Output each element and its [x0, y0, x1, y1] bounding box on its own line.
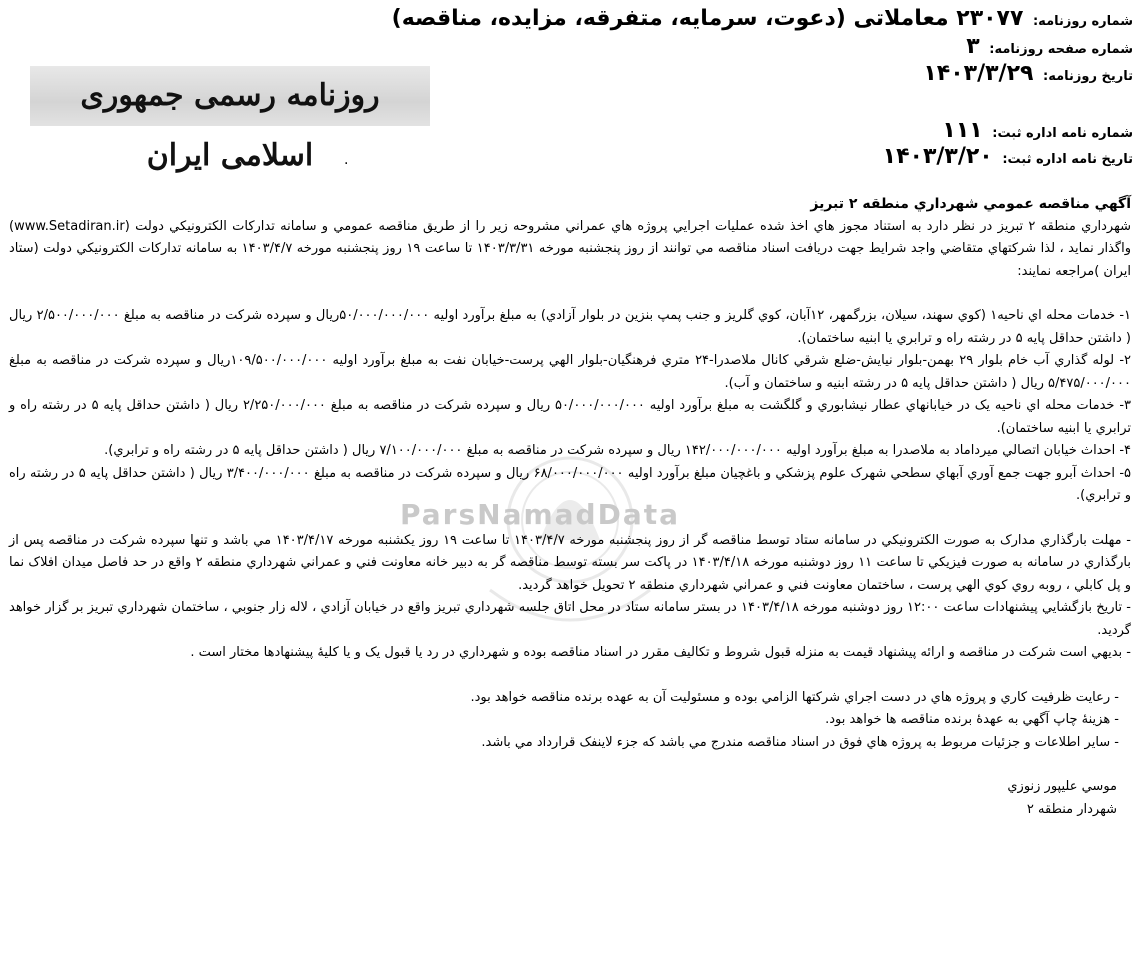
spacer	[9, 508, 1131, 530]
issue-number-label: شماره روزنامه:	[1032, 14, 1133, 29]
registry-letter-date-value: ۱۴۰۳/۳/۲۰	[882, 144, 993, 169]
stray-dot: .	[344, 152, 349, 168]
spacer	[9, 754, 1131, 776]
newspaper-date-value: ۱۴۰۳/۳/۲۹	[923, 61, 1034, 86]
condition-item: - بديهي است شرکت در مناقصه و ارائه پيشنهاد قيمت به منزله قبول شروط و تکاليف مقرر در اسناد مناقصه بوده و شهرداري در رد يا قبول يک و يا کليۀ پيشنهادها مختار است .	[190, 645, 1131, 660]
newspaper-date-line	[923, 63, 1133, 85]
note-item: - ساير اطلاعات و جزئيات مربوط به پروژه هاي فوق در اسناد مناقصه مندرج مي باشد که جزء لاينفک قرارداد مي باشد.	[481, 734, 1119, 750]
official-gazette-logo-text: روزنامه رسمی جمهوری اسلامی ایران	[80, 78, 380, 173]
note-item: - رعايت ظرفيت کاري و پروژه هاي در دست اجراي شرکتها الزامي بوده و مسئوليت آن به عهده برنده مناقصه خواهد بود.	[470, 689, 1119, 705]
registry-letter-number-line	[942, 120, 1133, 142]
page-number-label: شماره صفحه روزنامه:	[989, 42, 1133, 57]
condition-item: - مهلت بارگذاري مدارک به صورت الکترونيکي در سامانه ستاد توسط مناقصه گر از روز پنجشنبه مورخه ۱۴۰۳/۴/۷ تا ساعت ۱۹ روز يکشنبه مورخه ۱۴۰۳/۴/۱۷ مي باشد و تنها سپرده شرکت در مناقصه پس از بارگذاري در سامانه به صورت فيزيکي تا ساعت ۱۱ روز دوشنبه مورخه ۱۴۰۳/۴/۱۸ در پاکت سر بسته توسط مناقصه گر به دبير خانه معاونت فني و عمراني شهرداري منطقه ۲ واقع در حد فاصل ميدان افلاک نما و پل کابلي ، روبه روي کوي الهي پرست ، ساختمان معاونت فني و عمراني شهرداري منطقه ۲ تحويل خواهد گرديد.	[9, 532, 1131, 593]
issue-number-value: ۲۳۰۷۷ معاملاتی (دعوت، سرمایه، متفرقه، مزایده، مناقصه)	[391, 6, 1024, 31]
spacer	[9, 283, 1131, 305]
notice-intro: شهرداري منطقه ۲ تبريز در نظر دارد به استناد مجوز هاي اخذ شده عمليات اجرايي پروژه هاي عمراني مشروحه زير را از طريق مناقصه عمومي و سامانه تدارکات الکترونيکي دولت (www.Setadiran.ir) واگذار نمايد ، لذا شرکتهاي متقاضي واجد شرايط جهت دريافت اسناد مناقصه مي توانند از روز پنجشنبه مورخه ۱۴۰۳/۳/۳۱ تا ساعت ۱۹ روز پنجشنبه مورخه ۱۴۰۳/۴/۷ به سامانه تدارکات الکترونيکي دولت (ستاد ايران )مراجعه نمايند:	[9, 218, 1131, 279]
page-number-line	[966, 36, 1133, 58]
newspaper-date-label: تاریخ روزنامه:	[1043, 69, 1133, 84]
tender-notice	[9, 193, 1131, 821]
watermark-text: ParsNamadData	[400, 498, 680, 531]
issue-number-line	[392, 8, 1133, 30]
page-number-value: ۳	[966, 34, 980, 59]
condition-item: - تاريخ بازگشايي پيشنهادات ساعت ۱۲:۰۰ روز دوشنبه مورخه ۱۴۰۳/۴/۱۸ در بستر سامانه ستاد در محل اتاق جلسه شهرداري تبريز واقع در خيابان آزادي ، لاله زار جنوبي ، ساختمان شهرداري تبريز بر گزار خواهد گرديد.	[9, 600, 1131, 638]
notice-title: آگهي مناقصه عمومي شهرداري منطقه ۲ تبريز	[810, 196, 1131, 212]
project-item: ۱- خدمات محله اي ناحيه۱ (کوي سهند، سيلان، بزرگمهر، ۱۲آبان، کوي گلريز و جنب پمپ بنزين در بلوار آزادي) به مبلغ برآورد اوليه ۵۰/۰۰۰/۰۰۰/۰۰۰ريال و سپرده شرکت در مناقصه به مبلغ ۲/۵۰۰/۰۰۰/۰۰۰ ريال ( داشتن حداقل پايه ۵ در رشته راه و ترابري يا ابنيه ساختمان).	[9, 308, 1132, 346]
note-item: - هزينۀ چاپ آگهي به عهدۀ برنده مناقصه ها خواهد بود.	[825, 712, 1119, 727]
signer-name: موسي عليپور زنوزي	[1007, 779, 1117, 794]
official-gazette-logo	[30, 66, 430, 173]
registry-letter-number-label: شماره نامه اداره ثبت:	[992, 126, 1133, 141]
registry-letter-date-line	[883, 146, 1133, 168]
signer-title: شهردار منطقه ۲	[1026, 801, 1117, 817]
project-item: ۲- لوله گذاري آب خام بلوار ۲۹ بهمن-بلوار نيايش-ضلع شرقي کانال ملاصدرا-۲۴ متري فرهنگيان-بلوار الهي پرست-خيابان نفت به مبلغ برآورد اوليه ۱۰۹/۵۰۰/۰۰۰/۰۰۰ريال و سپرده شرکت در مناقصه به مبلغ ۵/۴۷۵/۰۰۰/۰۰۰ ريال ( داشتن حداقل پايه ۵ در رشته ابنيه و ساختمان و آب).	[9, 353, 1131, 391]
spacer	[9, 665, 1131, 687]
project-item: ۳- خدمات محله اي ناحيه يک در خيابانهاي عطار نيشابوري و گلگشت به مبلغ برآورد اوليه ۵۰/۰۰۰/۰۰۰/۰۰۰ ريال و سپرده شرکت در مناقصه به مبلغ ۲/۲۵۰/۰۰۰/۰۰۰ ريال ( داشتن حداقل پايه ۵ در رشته راه و ترابري يا ابنيه ساختمان).	[9, 398, 1131, 436]
project-item: ۵- احداث آبرو جهت جمع آوري آبهاي سطحي شهرک علوم پزشکي و باغچيان مبلغ برآورد اوليه ۶۸/۰۰۰/۰۰۰/۰۰۰ ريال و سپرده شرکت در مناقصه به مبلغ ۳/۴۰۰/۰۰۰/۰۰۰ ريال ( داشتن حداقل پايه ۵ در رشته راه و ترابري).	[9, 465, 1132, 503]
registry-letter-date-label: تاریخ نامه اداره ثبت:	[1002, 152, 1133, 167]
project-item: ۴- احداث خيابان اتصالي ميرداماد به ملاصدرا به مبلغ برآورد اوليه ۱۴۲/۰۰۰/۰۰۰/۰۰۰ ريال و سپرده شرکت در مناقصه به مبلغ ۷/۱۰۰/۰۰۰/۰۰۰ ريال ( داشتن حداقل پايه ۵ در رشته راه و ترابري).	[104, 443, 1131, 458]
registry-letter-number-value: ۱۱۱	[942, 118, 983, 143]
